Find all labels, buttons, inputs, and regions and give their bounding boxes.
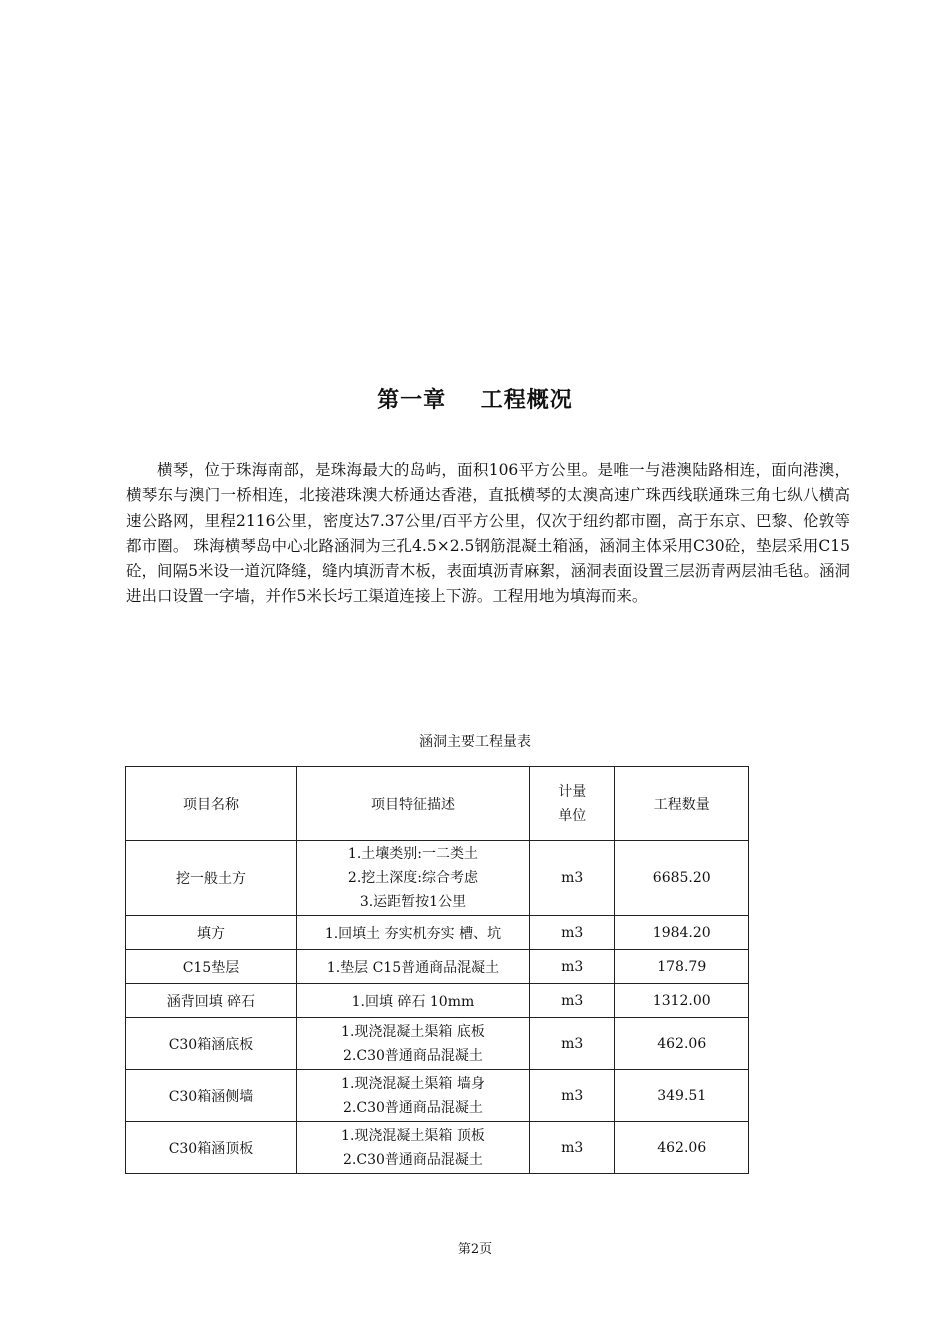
row-desc-line: 1.现浇混凝土渠箱 墙身 (341, 1075, 485, 1092)
row-quantity: 6685.20 (615, 841, 749, 916)
table-row (126, 841, 749, 916)
quantity-table (125, 766, 749, 1174)
row-name: C30箱涵侧墙 (126, 1070, 297, 1122)
table-row (126, 1070, 749, 1122)
header-project-name: 项目名称 (126, 767, 297, 841)
row-description (296, 1122, 529, 1174)
row-unit: m3 (530, 1070, 615, 1122)
row-unit: m3 (530, 1018, 615, 1070)
table-row (126, 1018, 749, 1070)
row-description (296, 1070, 529, 1122)
row-name: C30箱涵底板 (126, 1018, 297, 1070)
row-quantity: 462.06 (615, 1018, 749, 1070)
row-desc-line: 1.现浇混凝土渠箱 顶板 (341, 1127, 485, 1144)
row-quantity: 349.51 (615, 1070, 749, 1122)
row-unit: m3 (530, 1122, 615, 1174)
chapter-title: 第一章 工程概况 (377, 388, 573, 413)
row-description: 1.回填 碎石 10mm (296, 984, 529, 1018)
row-desc-line: 1.土壤类别:一二类土 (347, 846, 478, 862)
header-unit (530, 767, 615, 841)
row-name: 填方 (126, 916, 297, 950)
header-unit-line2: 单位 (558, 807, 587, 824)
table-header-row (126, 767, 749, 841)
table-row (126, 984, 749, 1018)
header-quantity: 工程数量 (615, 767, 749, 841)
row-quantity: 178.79 (615, 950, 749, 984)
row-desc-line: 3.运距暂按1公里 (359, 894, 467, 910)
row-quantity: 1312.00 (615, 984, 749, 1018)
row-desc-line: 2.C30普通商品混凝土 (343, 1047, 483, 1064)
row-unit: m3 (530, 916, 615, 950)
row-unit: m3 (530, 841, 615, 916)
row-name: 挖一般土方 (126, 841, 297, 916)
intro-paragraph: 横琴，位于珠海南部，是珠海最大的岛屿，面积106平方公里。是唯一与港澳陆路相连，面向港澳，横琴东与澳门一桥相连，北接港珠澳大桥通达香港，直抵横琴的太澳高速广珠西线联通珠三角七纵八横高速公路网，里程2116公里，密度达7.37公里/百平方公里，仅次于纽约都市圈，高于东京、巴黎、伦敦等都市圈。 珠海横琴岛中心北路涵洞为三孔4.5×2.5钢筋混凝土箱涵，涵洞主体采用C30砼，垫层采用C15砼，间隔5米设一道沉降缝，缝内填沥青木板，表面填沥青麻絮，涵洞表面设置三层沥青两层油毛毡。涵洞进出口设置一字墙，并作5米长圬工渠道连接上下游。工程用地为填海而来。 (126, 461, 850, 606)
header-description: 项目特征描述 (296, 767, 529, 841)
row-desc-line: 1.现浇混凝土渠箱 底板 (341, 1023, 485, 1040)
header-unit-line1: 计量 (558, 783, 587, 800)
table-row (126, 916, 749, 950)
row-name: 涵背回填 碎石 (126, 984, 297, 1018)
page-number: 第2页 (457, 1242, 493, 1257)
row-desc-line: 2.C30普通商品混凝土 (343, 1099, 483, 1116)
table-caption: 涵洞主要工程量表 (419, 734, 531, 750)
row-description: 1.回填土 夯实机夯实 槽、坑 (296, 916, 529, 950)
row-description (296, 1018, 529, 1070)
row-name: C15垫层 (126, 950, 297, 984)
row-desc-line: 2.C30普通商品混凝土 (343, 1151, 483, 1168)
table-row (126, 950, 749, 984)
row-unit: m3 (530, 950, 615, 984)
row-description (296, 841, 529, 916)
row-description: 1.垫层 C15普通商品混凝土 (296, 950, 529, 984)
table-row (126, 1122, 749, 1174)
row-unit: m3 (530, 984, 615, 1018)
row-quantity: 1984.20 (615, 916, 749, 950)
row-name: C30箱涵顶板 (126, 1122, 297, 1174)
row-quantity: 462.06 (615, 1122, 749, 1174)
row-desc-line: 2.挖土深度:综合考虑 (347, 870, 478, 886)
